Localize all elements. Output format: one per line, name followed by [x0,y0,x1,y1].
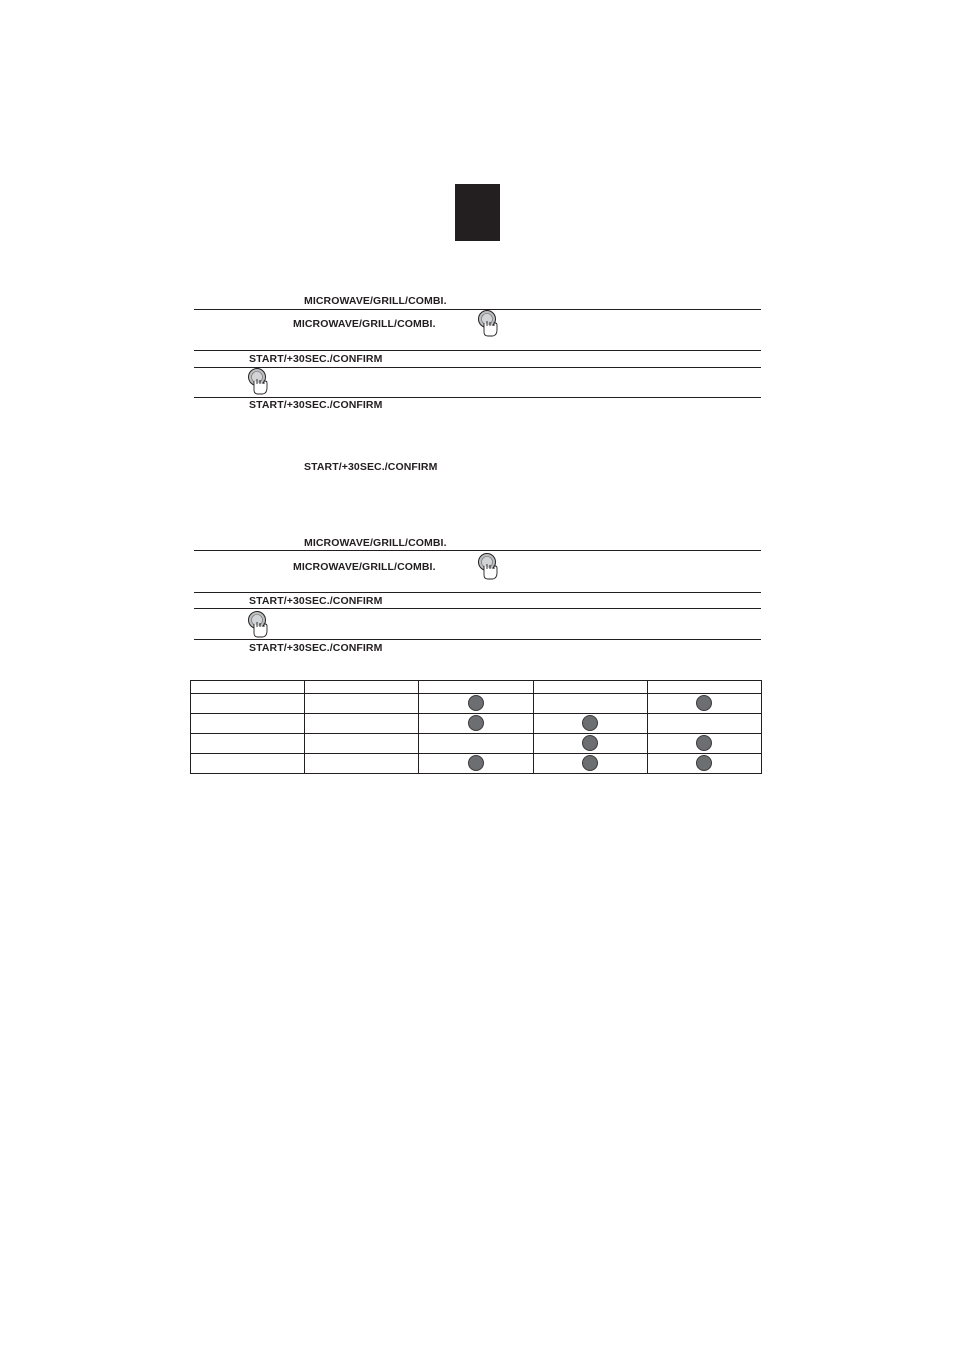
table-cell [533,694,647,714]
divider [194,639,761,640]
section1-start-label-3: START/+30SEC./CONFIRM [304,461,438,473]
dial-hand-icon [476,308,500,338]
dial-hand-icon [246,609,270,639]
section1-mode-label-2: MICROWAVE/GRILL/COMBI. [293,318,436,330]
filled-dot-icon [696,735,712,751]
filled-dot-icon [582,735,598,751]
table-row [191,734,762,754]
table-cell [191,734,305,754]
section1-start-label-1: START/+30SEC./CONFIRM [249,353,383,365]
table-cell [647,754,761,774]
filled-dot-icon [696,755,712,771]
language-tab-marker [455,184,500,241]
filled-dot-icon [468,715,484,731]
dial-hand-icon [246,366,270,396]
table-cell [647,734,761,754]
table-cell [191,714,305,734]
table-row [191,714,762,734]
divider [194,367,761,368]
filled-dot-icon [582,755,598,771]
table-cell [419,734,533,754]
table-cell [305,694,419,714]
filled-dot-icon [696,695,712,711]
table-header-row [191,681,762,694]
table-cell [533,754,647,774]
divider [194,608,761,609]
section2-start-label-1: START/+30SEC./CONFIRM [249,595,383,607]
section1-start-label-2: START/+30SEC./CONFIRM [249,399,383,411]
table-cell [419,694,533,714]
table-cell [419,754,533,774]
table-cell [533,734,647,754]
table-cell [191,694,305,714]
table-cell [533,714,647,734]
table-cell [305,734,419,754]
dial-hand-icon [476,551,500,581]
section2-mode-label-2: MICROWAVE/GRILL/COMBI. [293,561,436,573]
filled-dot-icon [582,715,598,731]
divider [194,397,761,398]
table-cell [305,681,419,694]
table-row [191,694,762,714]
table-cell [191,681,305,694]
table-cell [305,714,419,734]
table-cell [647,714,761,734]
divider [194,350,761,351]
section1-mode-label-1: MICROWAVE/GRILL/COMBI. [304,295,447,307]
table-cell [191,754,305,774]
mode-table [190,680,762,774]
table-cell [647,681,761,694]
filled-dot-icon [468,755,484,771]
table-row [191,754,762,774]
section2-start-label-2: START/+30SEC./CONFIRM [249,642,383,654]
filled-dot-icon [468,695,484,711]
table-cell [419,714,533,734]
table-cell [419,681,533,694]
table-cell [533,681,647,694]
section2-mode-label-1: MICROWAVE/GRILL/COMBI. [304,537,447,549]
divider [194,592,761,593]
table-cell [647,694,761,714]
table-cell [305,754,419,774]
